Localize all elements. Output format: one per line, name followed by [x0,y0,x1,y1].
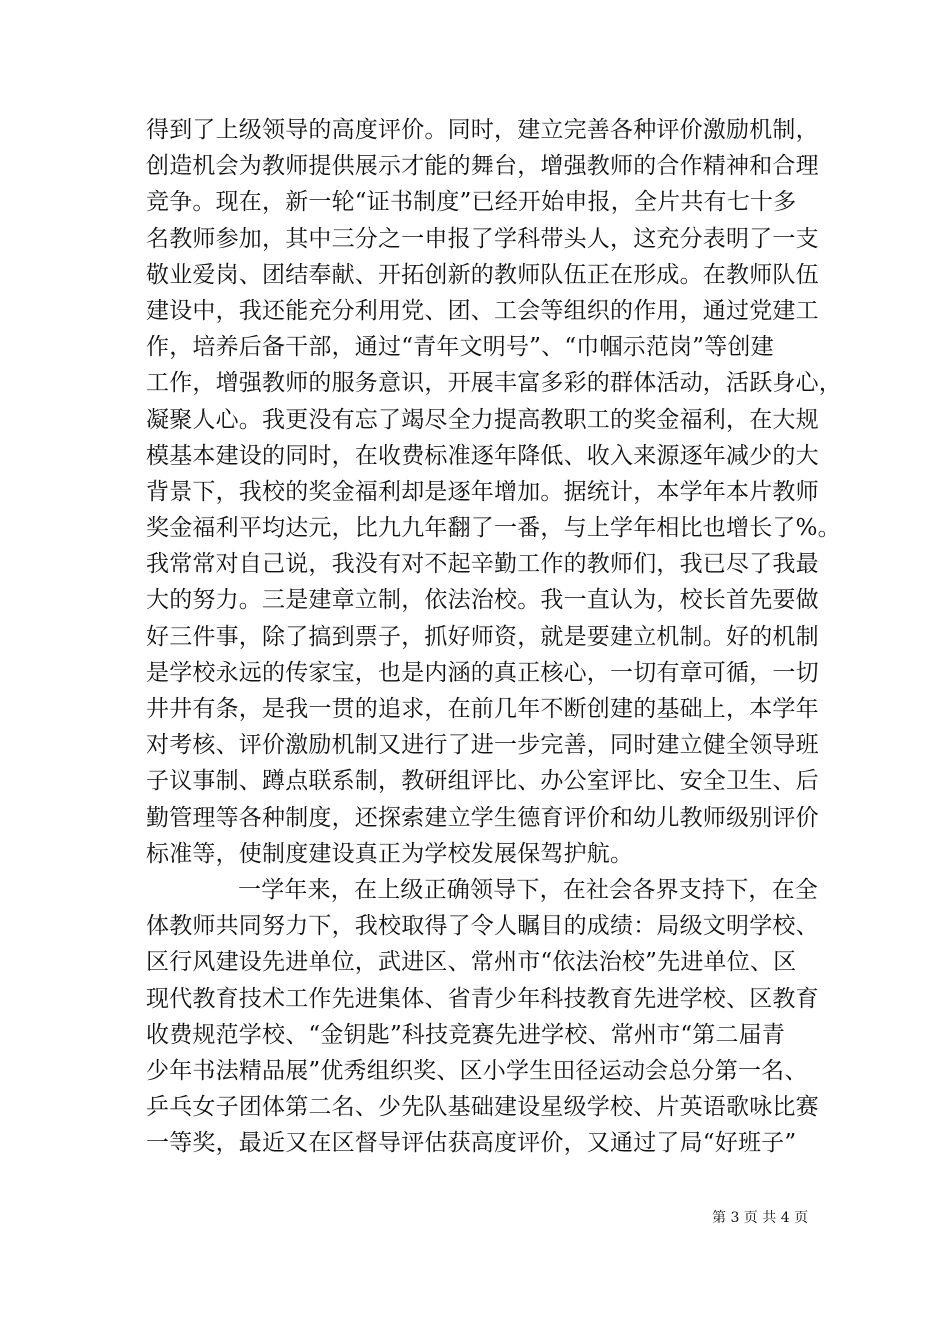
text-line: 敬业爱岗、团结奉献、开拓创新的教师队伍正在形成。在教师队伍 [146,261,819,288]
document-body [146,112,842,1161]
text-line: 得到了上级领导的高度评价。同时，建立完善各种评价激励机制， [146,117,819,143]
text-line: 名教师参加，其中三分之一申报了学科带头人，这充分表明了一支 [146,225,819,252]
text-line: 大的努力。三是建章立制，依法治校。我一直认为，校长首先要做 [146,587,819,614]
text-line: 体教师共同努力下，我校取得了令人瞩目的成绩：局级文明学校、 [146,913,819,940]
text-line: 竞争。现在，新一轮“证书制度”已经开始申报，全片共有七十多 [146,189,797,216]
text-line: 井井有条，是我一贯的追求，在前几年不断创建的基础上，本学年 [146,696,819,722]
text-line: 标准等，使制度建设真正为学校发展保驾护航。 [146,840,634,867]
text-line: 作，培养后备干部，通过“青年文明号”、“巾帼示范岗”等创建 [146,334,774,361]
text-line: 创造机会为教师提供展示才能的舞台，增强教师的合作精神和合理 [146,153,819,180]
text-line: 工作，增强教师的服务意识，开展丰富多彩的群体活动，活跃身心， [146,370,842,397]
text-line: 是学校永远的传家宝，也是内涵的真正核心，一切有章可循，一切 [146,659,819,686]
text-line: 我常常对自己说，我没有对不起辛勤工作的教师们，我已尽了我最 [146,551,819,578]
text-line: 少年书法精品展”优秀组织奖、区小学生田径运动会总分第一名、 [146,1057,808,1084]
text-line: 奖金福利平均达元，比九九年翻了一番，与上学年相比也增长了%。 [146,515,841,542]
text-line: 收费规范学校、“金钥匙”科技竞赛先进学校、常州市“第二届青 [146,1021,786,1048]
text-line: 勤管理等各种制度，还探索建立学生德育评价和幼儿教师级别评价 [146,804,819,831]
text-line: 凝聚人心。我更没有忘了竭尽全力提高教职工的奖金福利，在大规 [146,406,819,433]
text-line: 模基本建设的同时，在收费标准逐年降低、收入来源逐年减少的大 [146,442,819,469]
text-line: 乒乓女子团体第二名、少先队基础建设星级学校、片英语歌咏比赛 [146,1094,819,1121]
paragraph-2 [146,872,836,1162]
text-line: 现代教育技术工作先进集体、省青少年科技教育先进学校、区教育 [146,985,819,1012]
text-line: 子议事制、蹲点联系制，教研组评比、办公室评比、安全卫生、后 [146,768,819,795]
page-number-footer: 第 3 页 共 4 页 [712,1210,809,1226]
paragraph-1 [146,112,842,872]
text-line: 对考核、评价激励机制又进行了进一步完善，同时建立健全领导班 [146,732,819,759]
text-line: 背景下，我校的奖金福利却是逐年增加。据统计，本学年本片教师 [146,478,819,505]
text-line: 区行风建设先进单位，武进区、常州市“依法治校”先进单位、区 [146,949,797,976]
text-line: 一等奖，最近又在区督导评估获高度评价，又通过了局“好班子” [146,1130,797,1157]
text-line: 一学年来，在上级正确领导下，在社会各界支持下，在全 [238,876,818,903]
text-line: 建设中，我还能充分利用党、团、工会等组织的作用，通过党建工 [146,297,819,324]
text-line: 好三件事，除了搞到票子，抓好师资，就是要建立机制。好的机制 [146,623,819,650]
